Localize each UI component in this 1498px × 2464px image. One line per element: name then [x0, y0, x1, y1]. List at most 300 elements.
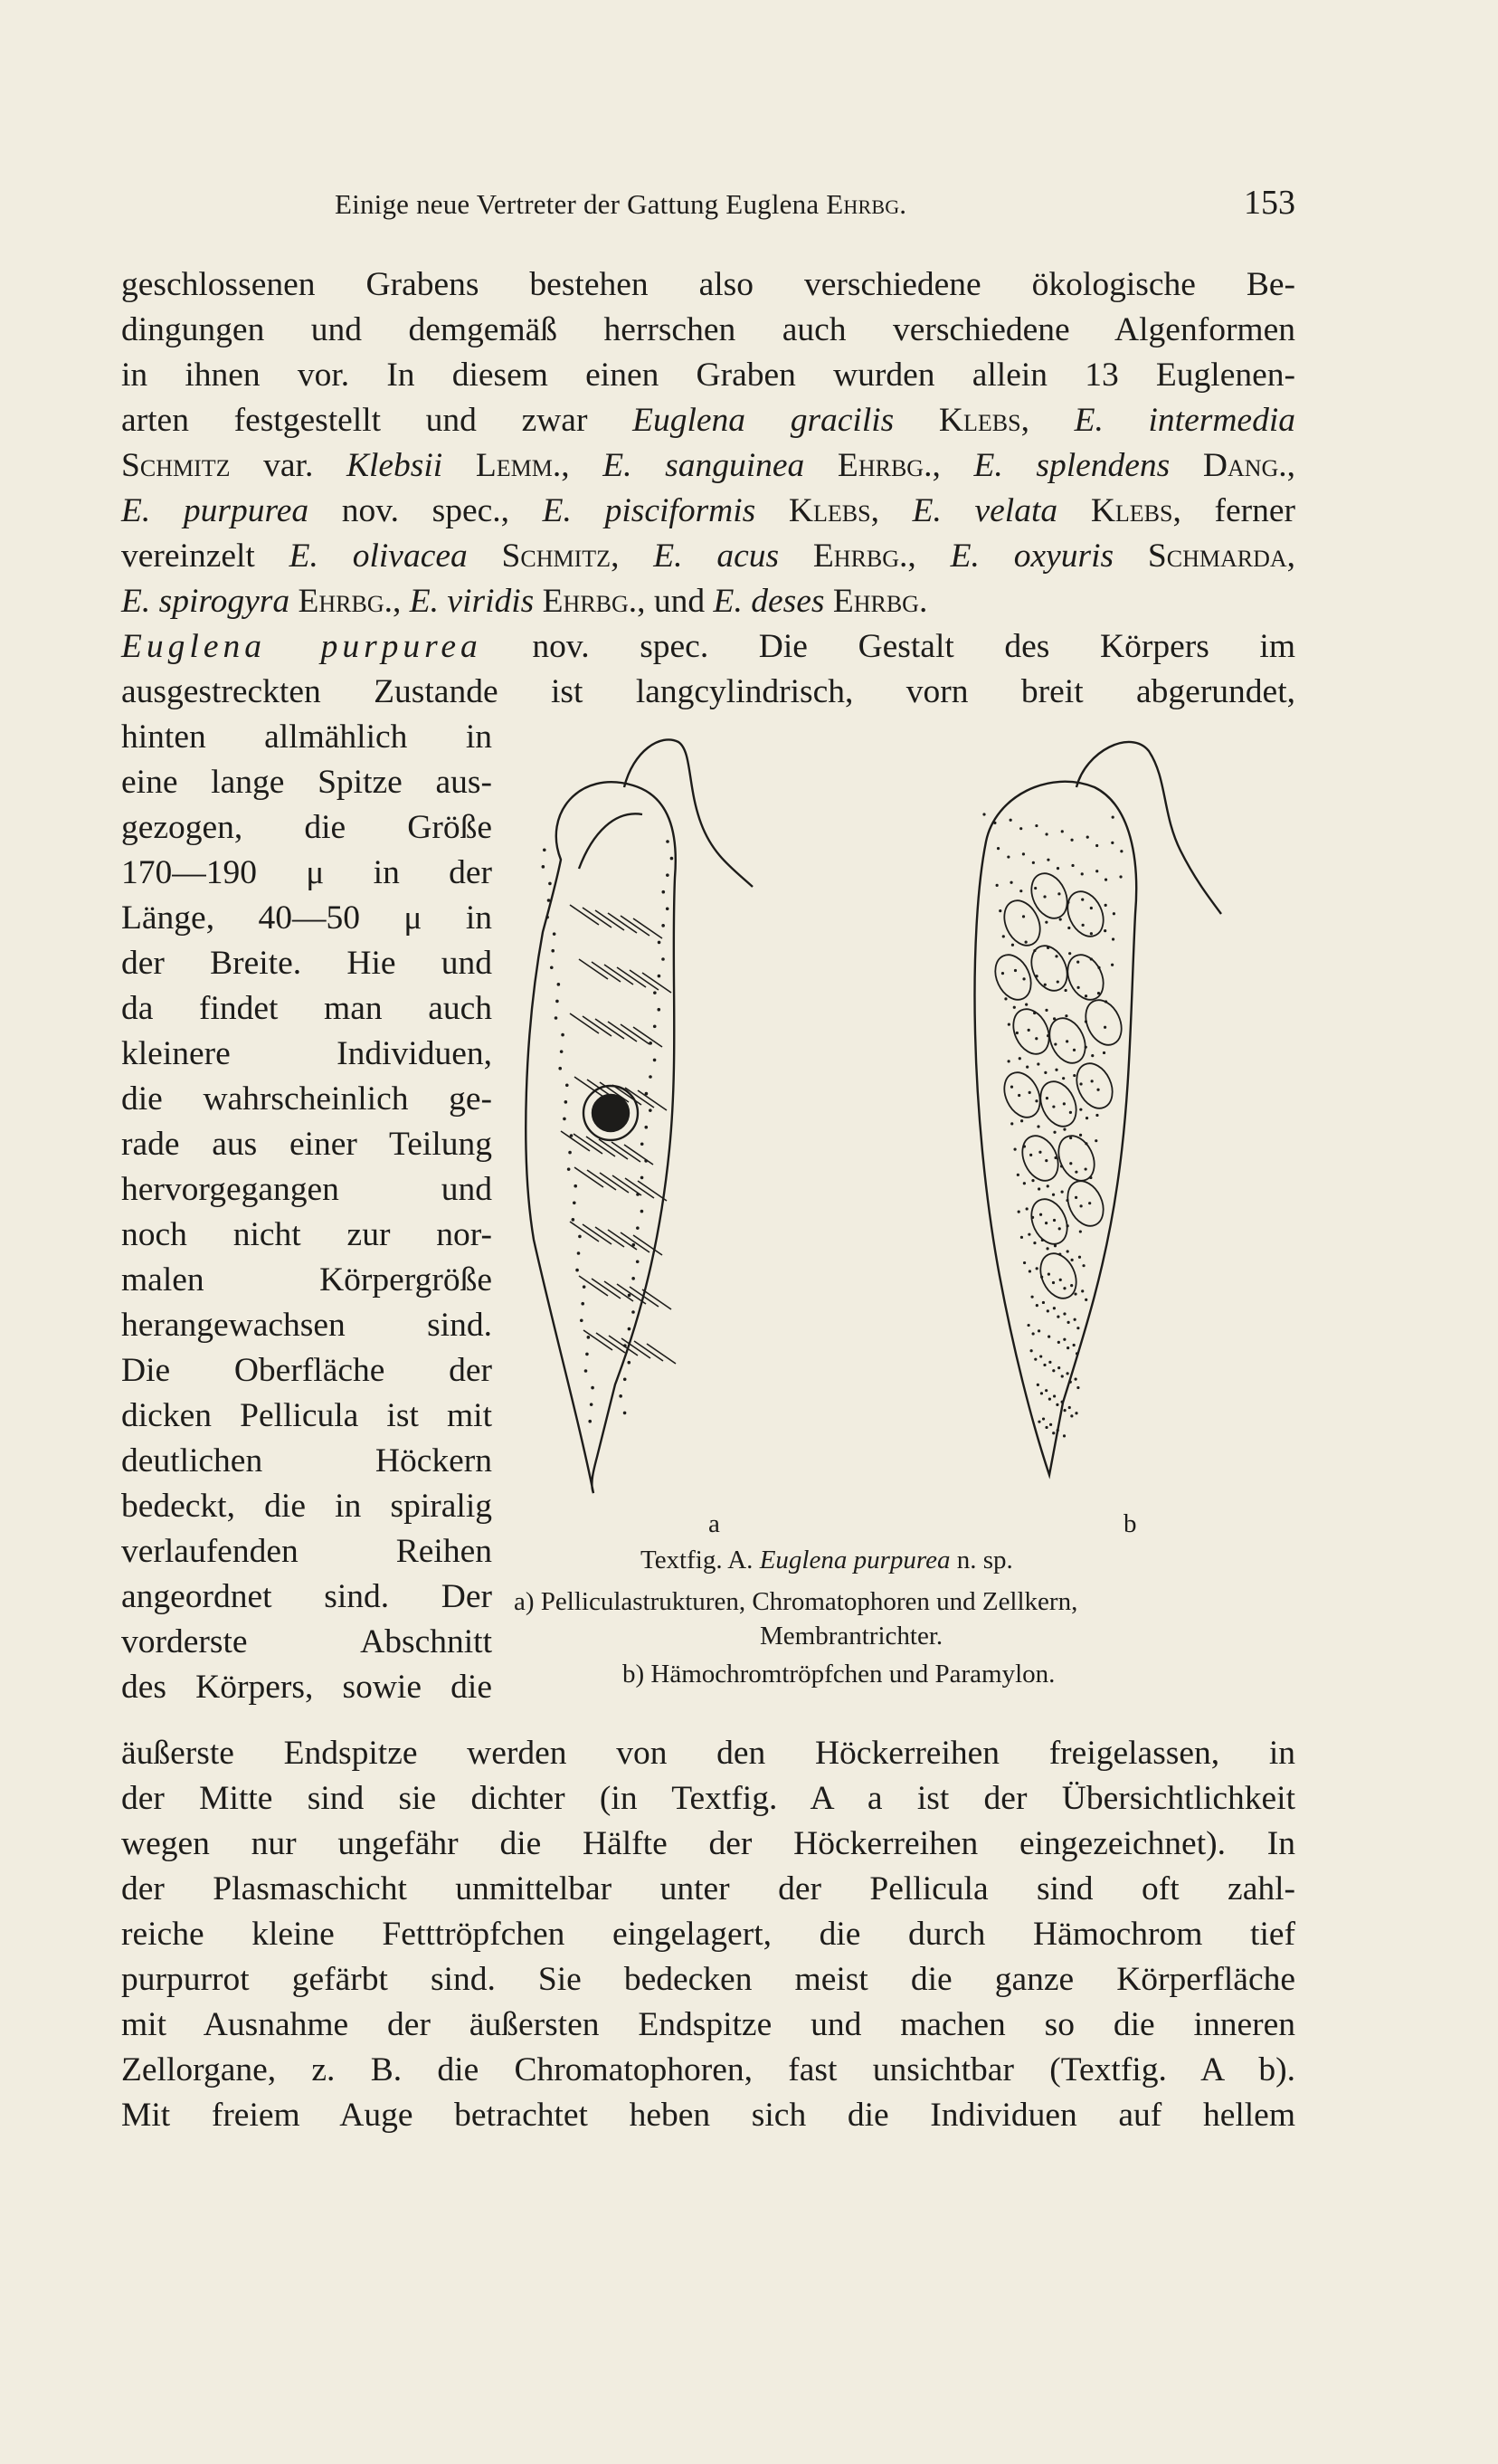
text-line: ausgestreckten Zustande ist langcylindrisch, vorn breit abgerundet,: [121, 673, 1295, 710]
text-line: bedeckt, die in spiralig: [121, 1488, 492, 1525]
haemochrome-dot: [1063, 1287, 1066, 1289]
haemochrome-dot: [1073, 1344, 1076, 1346]
haemochrome-dot: [1113, 912, 1115, 915]
haemochrome-dot: [1075, 1171, 1077, 1174]
haemochrome-dot: [1067, 927, 1070, 929]
haemochrome-dot: [1111, 964, 1114, 966]
haemochrome-dot: [1040, 1392, 1043, 1394]
haemochrome-dot: [1076, 1352, 1078, 1355]
paramylon-grain: [989, 949, 1038, 1005]
pellicle-dot: [644, 1159, 648, 1163]
haemochrome-dot: [1058, 1253, 1061, 1256]
pellicle-dot: [565, 1083, 569, 1087]
haemochrome-dot: [1032, 1332, 1035, 1335]
pellicle-dot: [640, 1176, 644, 1180]
haemochrome-dot: [1043, 1364, 1046, 1366]
haemochrome-dot: [1085, 1020, 1087, 1023]
chromatophore-stroke: [595, 1227, 624, 1247]
chromatophore-stroke: [592, 1279, 621, 1299]
haemochrome-dot: [1039, 1213, 1042, 1216]
haemochrome-dot: [1067, 901, 1069, 904]
chromatophore-stroke: [612, 1175, 641, 1195]
figure-caption-a-line2: Membrantrichter.: [760, 1622, 943, 1651]
haemochrome-dot: [1112, 937, 1114, 940]
haemochrome-dot: [999, 909, 1001, 912]
haemochrome-dot: [1062, 1077, 1065, 1080]
cell-a-nucleus: [593, 1095, 629, 1131]
paramylon-grain: [1070, 1058, 1120, 1114]
haemochrome-dot: [1076, 960, 1079, 963]
pellicle-dot: [543, 848, 546, 851]
haemochrome-dot: [1007, 855, 1010, 858]
haemochrome-dot: [1048, 1361, 1051, 1364]
chromatophore-stroke: [574, 1077, 603, 1097]
text-line: deutlichen Höckern: [121, 1442, 492, 1479]
cell-b-outline: [975, 782, 1137, 1475]
haemochrome-dot: [1010, 1122, 1013, 1125]
haemochrome-dot: [1119, 875, 1122, 878]
chromatophore-stroke: [600, 1173, 629, 1193]
haemochrome-dot: [996, 884, 999, 887]
haemochrome-dot: [1038, 1329, 1040, 1332]
haemochrome-dot: [1091, 1054, 1094, 1057]
pellicle-dot: [555, 1016, 558, 1020]
haemochrome-dot: [1071, 864, 1074, 867]
text-line: wegen nur ungefähr die Hälfte der Höckerreihen eingezeichnet). In: [121, 1825, 1295, 1862]
chromatophore-stroke: [579, 959, 608, 979]
haemochrome-dot: [1085, 1142, 1087, 1145]
haemochrome-dot: [1057, 892, 1060, 895]
haemochrome-dot: [1076, 1386, 1079, 1389]
figure-caption-a-line1: a) Pelliculastrukturen, Chromatophoren und Zellkern,: [514, 1587, 1078, 1616]
haemochrome-dot: [1075, 1196, 1077, 1199]
pellicle-dot: [636, 1226, 640, 1230]
pellicle-dot: [588, 1420, 592, 1423]
text-line: mit Ausnahme der äußersten Endspitze und machen so die inneren: [121, 2006, 1295, 2043]
haemochrome-dot: [1052, 1432, 1055, 1434]
pellicle-dot: [653, 1059, 657, 1062]
chromatophore-stroke: [633, 1235, 662, 1255]
pellicle-dot: [661, 924, 665, 928]
haemochrome-dot: [1058, 1227, 1061, 1230]
haemochrome-dot: [1033, 1242, 1036, 1244]
haemochrome-dot: [1068, 952, 1071, 955]
haemochrome-dot: [1057, 1316, 1059, 1318]
haemochrome-dot: [1048, 1397, 1051, 1400]
pellicle-dot: [666, 840, 669, 843]
haemochrome-dot: [1023, 1182, 1026, 1184]
haemochrome-dot: [1047, 1184, 1049, 1187]
haemochrome-dot: [1010, 881, 1012, 884]
haemochrome-dot: [1035, 1099, 1038, 1102]
haemochrome-dot: [1079, 1134, 1082, 1137]
haemochrome-dot: [1078, 1256, 1081, 1259]
haemochrome-dot: [1043, 895, 1046, 898]
chromatophore-stroke: [621, 916, 649, 936]
haemochrome-dot: [1069, 1137, 1072, 1139]
haemochrome-dot: [1095, 1114, 1098, 1117]
haemochrome-dot: [1067, 1224, 1069, 1227]
chromatophore-stroke: [587, 1170, 616, 1190]
chromatophore-stroke: [583, 1224, 612, 1244]
haemochrome-dot: [1047, 1034, 1049, 1037]
chromatophore-stroke: [612, 1142, 640, 1162]
haemochrome-dot: [1013, 1006, 1016, 1009]
haemochrome-dot: [1095, 870, 1098, 872]
pellicle-dot: [670, 857, 674, 861]
haemochrome-dot: [1066, 1040, 1068, 1042]
pellicle-dot: [563, 1118, 566, 1121]
chromatophore-stroke: [638, 1181, 667, 1201]
haemochrome-dot: [1010, 819, 1012, 822]
haemochrome-dot: [1096, 1089, 1099, 1091]
text-line: Mit freiem Auge betrachtet heben sich die Individuen auf hellem: [121, 2097, 1295, 2134]
haemochrome-dot: [1042, 1301, 1045, 1304]
haemochrome-dot: [1052, 1105, 1055, 1108]
haemochrome-dot: [1063, 1312, 1066, 1315]
haemochrome-dot: [1086, 835, 1089, 838]
haemochrome-dot: [1025, 1004, 1028, 1006]
text-line: des Körpers, sowie die: [121, 1669, 492, 1706]
text-line: Schmitz var. Klebsii Lemm., E. sanguinea Ehrbg., E. splendens Dang.,: [121, 447, 1296, 484]
pellicle-dot: [636, 1193, 640, 1196]
haemochrome-dot: [1039, 1355, 1042, 1357]
haemochrome-dot: [1022, 915, 1025, 918]
chromatophore-stroke: [592, 962, 621, 982]
chromatophore-stroke: [561, 1131, 590, 1151]
paramylon-grain: [1034, 1076, 1084, 1132]
figure-caption-title: Textfig. A. Euglena purpurea n. sp.: [640, 1546, 1013, 1574]
text-line: geschlossenen Grabens bestehen also verschiedene ökologische Be-: [121, 266, 1295, 303]
chromatophore-stroke: [634, 1341, 663, 1361]
text-line: Euglena purpurea nov. spec. Die Gestalt des Körpers im: [121, 628, 1295, 665]
haemochrome-dot: [1068, 1406, 1071, 1409]
haemochrome-dot: [1045, 832, 1048, 835]
text-line: purpurrot gefärbt sind. Sie bedecken meist die ganze Körperfläche: [121, 1961, 1295, 1998]
pellicle-dot: [572, 1218, 575, 1222]
text-line: Länge, 40—50 μ in: [121, 899, 492, 937]
chromatophore-stroke: [574, 1167, 603, 1187]
haemochrome-dot: [1057, 867, 1059, 870]
pellicle-dot: [631, 1277, 635, 1280]
pellicle-dot: [564, 1100, 568, 1104]
haemochrome-dot: [1041, 1239, 1044, 1242]
pellicle-dot: [628, 1327, 631, 1331]
chromatophore-stroke: [595, 910, 624, 930]
haemochrome-dot: [1105, 879, 1107, 881]
haemochrome-dot: [1055, 955, 1057, 957]
haemochrome-dot: [1053, 1394, 1056, 1397]
haemochrome-dot: [1112, 816, 1114, 819]
chromatophore-stroke: [599, 1139, 628, 1159]
haemochrome-dot: [1073, 1049, 1076, 1051]
text-line: reiche kleine Fetttröpfchen eingelagert, die durch Hämochrom tief: [121, 1916, 1295, 1953]
haemochrome-dot: [1030, 1349, 1033, 1352]
haemochrome-dot: [1013, 1147, 1016, 1150]
haemochrome-dot: [1053, 1219, 1056, 1222]
haemochrome-dot: [1066, 1199, 1068, 1202]
text-line: Die Oberfläche der: [121, 1352, 492, 1389]
haemochrome-dot: [1018, 1094, 1020, 1097]
haemochrome-dot: [1085, 1167, 1087, 1170]
haemochrome-dot: [1080, 1204, 1083, 1207]
text-line: gezogen, die Größe: [121, 809, 492, 846]
figure-label-b: b: [1124, 1509, 1137, 1538]
pellicle-dot: [661, 890, 665, 894]
haemochrome-dot: [1055, 1069, 1057, 1071]
pellicle-dot: [658, 975, 661, 978]
pellicle-dot: [657, 1008, 660, 1012]
haemochrome-dot: [1105, 1000, 1107, 1003]
haemochrome-dot: [1008, 1023, 1010, 1025]
haemochrome-dot: [993, 822, 996, 824]
haemochrome-dot: [1061, 830, 1064, 832]
haemochrome-dot: [1048, 1272, 1050, 1275]
text-line: hinten allmählich in: [121, 718, 492, 756]
chromatophore-stroke: [617, 967, 646, 987]
haemochrome-dot: [1064, 989, 1067, 992]
haemochrome-dot: [1035, 824, 1038, 827]
text-line: vereinzelt E. olivacea Schmitz, E. acus Ehrbg., E. oxyuris Schmarda,: [121, 538, 1296, 575]
haemochrome-dot: [1103, 1051, 1105, 1054]
haemochrome-dot: [1027, 1324, 1029, 1327]
haemochrome-dot: [1070, 1414, 1073, 1417]
haemochrome-dot: [1063, 1409, 1066, 1412]
cell-a-flagellum: [624, 739, 753, 887]
text-line: E. spirogyra Ehrbg., E. viridis Ehrbg., und E. deses Ehrbg.: [121, 583, 928, 620]
paramylon-grain: [1061, 1175, 1111, 1232]
haemochrome-dot: [1047, 1309, 1049, 1312]
text-line: hervorgegangen und: [121, 1171, 492, 1208]
haemochrome-dot: [1079, 1082, 1082, 1085]
haemochrome-dot: [1095, 1139, 1097, 1142]
pellicle-dot: [577, 1251, 581, 1255]
haemochrome-dot: [1049, 1423, 1052, 1426]
pellicle-dot: [568, 1151, 572, 1155]
haemochrome-dot: [1040, 1276, 1043, 1279]
text-line: kleinere Individuen,: [121, 1035, 492, 1072]
pellicle-dot: [545, 916, 549, 919]
haemochrome-dot: [1046, 1097, 1048, 1099]
pellicle-dot: [640, 1142, 644, 1146]
haemochrome-dot: [1090, 957, 1093, 960]
pellicle-dot: [623, 1377, 627, 1381]
chromatophore-stroke: [570, 1013, 599, 1033]
pellicle-dot: [623, 1344, 627, 1347]
haemochrome-dot: [1063, 1128, 1066, 1131]
haemochrome-dot: [1035, 975, 1038, 977]
haemochrome-dot: [1052, 1194, 1055, 1196]
haemochrome-dot: [1097, 992, 1100, 994]
haemochrome-dot: [1085, 994, 1087, 997]
haemochrome-dot: [1053, 1131, 1056, 1134]
haemochrome-dot: [1008, 1060, 1010, 1062]
haemochrome-dot: [1056, 1403, 1058, 1406]
pellicle-dot: [548, 882, 552, 886]
pellicle-dot: [578, 1235, 582, 1239]
haemochrome-dot: [1046, 1247, 1048, 1250]
chromatophore-stroke: [583, 1016, 612, 1036]
haemochrome-dot: [1054, 1156, 1057, 1159]
text-line: eine lange Spitze aus-: [121, 764, 492, 801]
pellicle-dot: [575, 1269, 579, 1272]
haemochrome-dot: [1054, 1244, 1057, 1247]
haemochrome-dot: [1120, 850, 1123, 852]
haemochrome-dot: [1053, 1307, 1056, 1309]
page-number: 153: [1244, 184, 1295, 222]
running-title: Einige neue Vertreter der Gattung Euglena Ehrbg.: [335, 188, 907, 220]
figure-caption-b: b) Hämochromtröpfchen und Paramylon.: [622, 1660, 1056, 1689]
text-line: der Plasmaschicht unmittelbar unter der Pellicula sind oft zahl-: [121, 1870, 1295, 1907]
paramylon-grain: [998, 1067, 1048, 1123]
haemochrome-dot: [1053, 1017, 1056, 1020]
text-line: dicken Pellicula ist mit: [121, 1397, 492, 1434]
haemochrome-dot: [1067, 1321, 1069, 1324]
haemochrome-dot: [1082, 1264, 1085, 1267]
haemochrome-dot: [1034, 1358, 1037, 1361]
haemochrome-dot: [1070, 1284, 1073, 1287]
haemochrome-dot: [1034, 887, 1037, 890]
pellicle-dot: [619, 1394, 622, 1398]
haemochrome-dot: [1074, 1378, 1076, 1381]
paramylon-grain: [1025, 1194, 1075, 1250]
pellicle-dot: [567, 1167, 571, 1171]
haemochrome-dot: [1082, 924, 1085, 927]
text-line: der Mitte sind sie dichter (in Textfig. A a ist der Übersichtlichkeit: [121, 1780, 1295, 1817]
haemochrome-dot: [1065, 1014, 1067, 1017]
haemochrome-dot: [1061, 1375, 1064, 1377]
text-line: Zellorgane, z. B. die Chromatophoren, fast unsichtbar (Textfig. A b).: [121, 2051, 1295, 2088]
haemochrome-dot: [1063, 1338, 1066, 1341]
chromatophore-stroke: [633, 1027, 662, 1047]
chromatophore-stroke: [642, 973, 671, 993]
haemochrome-dot: [1060, 1165, 1063, 1167]
haemochrome-dot: [1074, 1292, 1076, 1295]
haemochrome-dot: [1081, 1289, 1084, 1292]
chromatophore-stroke: [617, 1284, 646, 1304]
paramylon-grain: [1007, 1004, 1057, 1060]
haemochrome-dot: [1038, 1421, 1040, 1423]
haemochrome-dot: [1074, 1318, 1076, 1321]
haemochrome-dot: [1059, 1279, 1062, 1281]
cell-a-membrane-funnel: [579, 813, 642, 869]
haemochrome-dot: [1081, 872, 1084, 875]
pellicle-dot: [640, 1210, 644, 1213]
haemochrome-dot: [1052, 1369, 1055, 1372]
chromatophore-stroke: [642, 1289, 671, 1309]
haemochrome-dot: [1029, 1154, 1032, 1156]
chromatophore-stroke: [570, 1222, 599, 1242]
haemochrome-dot: [1025, 941, 1028, 944]
haemochrome-dot: [1045, 1222, 1048, 1224]
pellicle-dot: [636, 1260, 640, 1263]
euglena-illustration: [507, 733, 1303, 1547]
pellicle-dot: [631, 1310, 635, 1314]
pellicle-dot: [591, 1386, 594, 1390]
pellicle-dot: [649, 1042, 652, 1045]
chromatophore-stroke: [609, 1336, 638, 1356]
euglena-cell-a: [526, 739, 753, 1493]
haemochrome-dot: [1085, 1299, 1087, 1301]
pellicle-dot: [666, 873, 669, 877]
pellicle-dot: [666, 907, 669, 910]
cell-b-flagellum: [1076, 742, 1221, 914]
text-line: noch nicht zur nor-: [121, 1216, 492, 1253]
pellicle-dot: [550, 966, 554, 969]
haemochrome-dot: [1004, 997, 1007, 1000]
haemochrome-dot: [1067, 1250, 1069, 1252]
pellicle-dot: [644, 1126, 648, 1129]
text-line: herangewachsen sind.: [121, 1307, 492, 1344]
chromatophore-stroke: [624, 1145, 653, 1165]
pellicle-dot: [661, 957, 665, 961]
running-header: [335, 179, 1295, 230]
haemochrome-dot: [1086, 1117, 1088, 1119]
chromatophore-stroke: [608, 913, 637, 933]
chromatophore-stroke: [621, 1024, 649, 1044]
haemochrome-dot: [1054, 1042, 1057, 1045]
text-line: der Breite. Hie und: [121, 945, 492, 982]
chromatophore-stroke: [583, 908, 612, 928]
text-line: äußerste Endspitze werden von den Höckerreihen freigelassen, in: [121, 1735, 1295, 1772]
haemochrome-dot: [1070, 839, 1073, 842]
haemochrome-dot: [982, 813, 985, 815]
haemochrome-dot: [1011, 944, 1014, 947]
paramylon-grain: [1025, 868, 1075, 924]
haemochrome-dot: [1019, 1057, 1021, 1060]
haemochrome-dot: [1038, 1187, 1040, 1190]
pellicle-dot: [573, 1201, 576, 1204]
haemochrome-dot: [1076, 986, 1079, 989]
haemochrome-dot: [1090, 907, 1093, 909]
pellicle-dot: [585, 1353, 589, 1356]
pellicle-dot: [558, 1067, 562, 1070]
haemochrome-dot: [1073, 1074, 1076, 1077]
haemochrome-dot: [1023, 1145, 1026, 1147]
haemochrome-dot: [1014, 969, 1017, 972]
haemochrome-dot: [1020, 1236, 1023, 1239]
chromatophore-stroke: [630, 970, 659, 990]
chromatophore-stroke: [608, 1230, 637, 1250]
haemochrome-dot: [1079, 1230, 1082, 1232]
text-line: angeordnet sind. Der: [121, 1578, 492, 1615]
chromatophore-stroke: [638, 1090, 667, 1110]
haemochrome-dot: [1104, 929, 1106, 932]
chromatophore-stroke: [608, 1022, 637, 1042]
haemochrome-dot: [1089, 1176, 1092, 1179]
paramylon-grain: [1016, 1130, 1066, 1186]
pellicle-dot: [653, 991, 657, 994]
haemochrome-dot: [1045, 1159, 1048, 1162]
text-line: E. purpurea nov. spec., E. pisciformis Klebs, E. velata Klebs, ferner: [121, 492, 1295, 529]
haemochrome-dot: [1020, 1119, 1023, 1122]
haemochrome-dot: [1045, 1389, 1048, 1392]
pellicle-dot: [542, 865, 545, 869]
haemochrome-dot: [1037, 1125, 1039, 1127]
text-line: malen Körpergröße: [121, 1261, 492, 1299]
haemochrome-dot: [1010, 1085, 1013, 1088]
running-author: Ehrbg.: [826, 188, 907, 220]
haemochrome-dot: [1026, 1066, 1029, 1069]
chromatophore-stroke: [604, 1281, 633, 1301]
pellicle-dot: [649, 1075, 652, 1079]
haemochrome-dot: [1019, 890, 1022, 892]
cell-b-haemochrome-droplets: [982, 813, 1123, 1437]
haemochrome-dot: [1076, 1327, 1079, 1329]
haemochrome-dot: [1069, 1162, 1072, 1165]
paramylon-grain: [1052, 1130, 1102, 1186]
haemochrome-dot: [1048, 1335, 1050, 1337]
